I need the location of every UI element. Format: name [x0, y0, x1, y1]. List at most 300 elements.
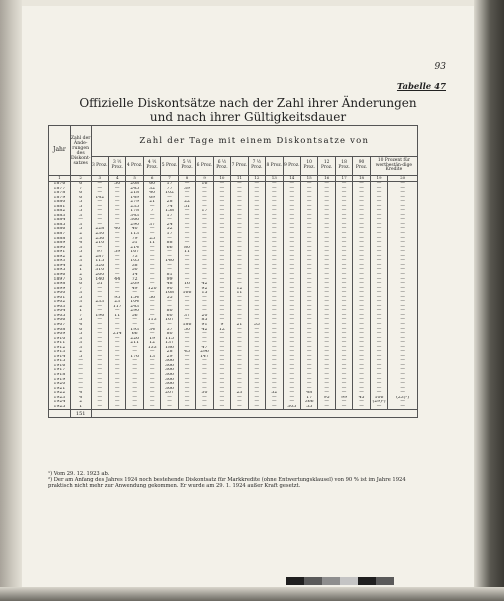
value-cell: — — [231, 232, 248, 237]
value-cell: — — [196, 227, 213, 232]
value-cell: 12 — [213, 328, 230, 333]
value-cell: — — [196, 364, 213, 369]
value-cell: — — [266, 328, 283, 333]
rate-header: 7 ½ Proz. — [248, 157, 265, 176]
value-cell: — — [318, 218, 335, 223]
value-cell: 193 — [126, 328, 143, 333]
value-cell: — — [213, 191, 230, 196]
value-cell: — — [283, 218, 300, 223]
value-cell: 99 — [335, 396, 352, 401]
value-cell: 105 — [126, 259, 143, 264]
value-cell: — — [126, 359, 143, 364]
value-cell: — — [91, 209, 108, 214]
value-cell: — — [283, 273, 300, 278]
value-cell: — — [143, 268, 160, 273]
value-cell: 208 — [126, 182, 143, 187]
value-cell: — — [266, 378, 283, 383]
value-cell: 97 — [91, 250, 108, 255]
discount-rate-table — [48, 125, 418, 418]
value-cell: — — [231, 350, 248, 355]
value-cell: — — [213, 300, 230, 305]
value-cell: — — [231, 214, 248, 219]
value-cell: 256 — [91, 237, 108, 242]
value-cell: — — [318, 273, 335, 278]
value-cell: — — [370, 296, 387, 301]
value-cell: — — [126, 350, 143, 355]
year-cell: 1886 — [49, 227, 71, 232]
value-cell: — — [248, 296, 265, 301]
value-cell: — — [353, 337, 370, 342]
value-cell: — — [353, 332, 370, 337]
value-cell: — — [318, 277, 335, 282]
value-cell: — — [388, 241, 418, 246]
value-cell: — — [266, 387, 283, 392]
value-cell: — — [196, 200, 213, 205]
value-cell: — — [300, 341, 317, 346]
value-cell: — — [370, 273, 387, 278]
value-cell: — — [370, 182, 387, 187]
value-cell: — — [300, 337, 317, 342]
value-cell: — — [161, 396, 178, 401]
value-cell: — — [318, 214, 335, 219]
value-cell: — — [248, 346, 265, 351]
value-cell: — — [388, 373, 418, 378]
value-cell: — — [143, 282, 160, 287]
value-cell: — — [300, 237, 317, 242]
value-cell: — — [196, 396, 213, 401]
value-cell: 211 — [126, 341, 143, 346]
year-cell: 1878 — [49, 191, 71, 196]
value-cell: 17 — [300, 396, 317, 401]
value-cell: — — [126, 323, 143, 328]
value-cell: — — [335, 223, 352, 228]
value-cell: — — [283, 328, 300, 333]
value-cell: — — [231, 364, 248, 369]
value-cell: 40 — [108, 227, 125, 232]
value-cell: — — [178, 300, 195, 305]
year-cell: 1880 — [49, 200, 71, 205]
value-cell: — — [266, 223, 283, 228]
table-body — [49, 182, 418, 418]
value-cell: — — [213, 309, 230, 314]
value-cell: — — [300, 187, 317, 192]
value-cell: — — [300, 268, 317, 273]
value-cell: 3 — [70, 223, 91, 228]
value-cell: — — [70, 218, 91, 223]
rate-header: 12 Proz. — [318, 157, 335, 176]
value-cell: — — [126, 405, 143, 410]
page-title-line-1: Offizielle Diskontsätze nach der Zahl ihrer Änderungen — [79, 96, 417, 110]
value-cell: — — [335, 314, 352, 319]
value-cell: — — [231, 346, 248, 351]
value-cell: — — [70, 378, 91, 383]
book-page — [22, 6, 474, 591]
value-cell: — — [266, 355, 283, 360]
value-cell: — — [266, 300, 283, 305]
value-cell: — — [300, 241, 317, 246]
value-cell: — — [161, 268, 178, 273]
value-cell: — — [231, 196, 248, 201]
value-cell: — — [388, 341, 418, 346]
value-cell: — — [143, 218, 160, 223]
value-cell: 366 — [161, 359, 178, 364]
value-cell: — — [126, 382, 143, 387]
value-cell: 50 — [108, 182, 125, 187]
value-cell: — — [213, 391, 230, 396]
value-cell: — — [108, 359, 125, 364]
value-cell: — — [196, 259, 213, 264]
value-cell: — — [266, 182, 283, 187]
value-cell: 245 — [126, 187, 143, 192]
value-cell: — — [248, 209, 265, 214]
value-cell: 7 — [143, 209, 160, 214]
value-cell: — — [335, 227, 352, 232]
value-cell: — — [178, 241, 195, 246]
value-cell: — — [300, 205, 317, 210]
value-cell: — — [283, 191, 300, 196]
value-cell: — — [91, 287, 108, 292]
value-cell: — — [143, 309, 160, 314]
rate-header: 4 Proz. — [126, 157, 143, 176]
value-cell: — — [213, 373, 230, 378]
value-cell: — — [266, 396, 283, 401]
value-cell: — — [248, 328, 265, 333]
value-cell: — — [248, 364, 265, 369]
value-cell: — — [283, 368, 300, 373]
value-cell: — — [283, 291, 300, 296]
value-cell: 81 — [161, 273, 178, 278]
value-cell: 11 — [108, 314, 125, 319]
value-cell: — — [370, 300, 387, 305]
value-cell: — — [300, 255, 317, 260]
value-cell: — — [143, 350, 160, 355]
value-cell: — — [388, 318, 418, 323]
value-cell: — — [161, 196, 178, 201]
value-cell: — — [108, 368, 125, 373]
value-cell: 52 — [161, 227, 178, 232]
value-cell: — — [388, 214, 418, 219]
value-cell: — — [335, 237, 352, 242]
year-cell: 1919 — [49, 378, 71, 383]
value-cell: — — [388, 291, 418, 296]
value-cell: — — [213, 268, 230, 273]
value-cell: — — [248, 232, 265, 237]
value-cell: — — [388, 196, 418, 201]
value-cell: — — [231, 200, 248, 205]
column-index-cell: 2 — [70, 176, 91, 182]
value-cell: — — [248, 277, 265, 282]
value-cell: — — [178, 337, 195, 342]
value-cell: — — [283, 396, 300, 401]
value-cell: 6 — [70, 282, 91, 287]
value-cell: — — [335, 309, 352, 314]
value-cell: — — [248, 300, 265, 305]
value-cell: — — [353, 264, 370, 269]
value-cell: 21 — [231, 323, 248, 328]
value-cell: 30 — [196, 391, 213, 396]
value-cell: 24 — [161, 223, 178, 228]
year-cell: 1921 — [49, 387, 71, 392]
value-cell: — — [353, 346, 370, 351]
value-cell: 51 — [126, 241, 143, 246]
value-cell: — — [335, 355, 352, 360]
value-cell: — — [91, 341, 108, 346]
year-cell: 1903 — [49, 305, 71, 310]
value-cell: — — [353, 400, 370, 405]
value-cell: 210 — [91, 241, 108, 246]
value-cell: — — [335, 246, 352, 251]
value-cell: — — [388, 359, 418, 364]
value-cell: — — [143, 364, 160, 369]
value-cell: 214 — [108, 332, 125, 337]
footer-empty-cell — [91, 410, 417, 418]
value-cell: — — [248, 227, 265, 232]
value-cell: — — [213, 350, 230, 355]
value-cell: — — [91, 200, 108, 205]
value-cell: 167 — [126, 250, 143, 255]
value-cell: — — [283, 255, 300, 260]
rate-header: 9 Proz. — [283, 157, 300, 176]
value-cell: — — [178, 227, 195, 232]
value-cell: — — [231, 218, 248, 223]
value-cell: 243 — [126, 305, 143, 310]
value-cell: — — [178, 364, 195, 369]
value-cell: — — [266, 273, 283, 278]
value-cell: — — [318, 328, 335, 333]
value-cell: — — [70, 359, 91, 364]
value-cell: — — [91, 355, 108, 360]
value-cell: 6 — [70, 182, 91, 187]
value-cell: — — [318, 200, 335, 205]
value-cell: — — [283, 318, 300, 323]
value-cell: — — [318, 337, 335, 342]
value-cell: 60 — [143, 182, 160, 187]
value-cell: — — [143, 323, 160, 328]
value-cell: — — [318, 241, 335, 246]
value-cell: — — [388, 250, 418, 255]
value-cell: 218 — [126, 191, 143, 196]
value-cell: 279 — [126, 200, 143, 205]
value-cell: — — [388, 309, 418, 314]
scan-bottom-margin — [0, 587, 504, 601]
column-index-cell: 19 — [370, 176, 387, 182]
value-cell: — — [108, 191, 125, 196]
value-cell: 207 — [161, 391, 178, 396]
column-index-cell: 4 — [108, 176, 125, 182]
value-cell: — — [353, 309, 370, 314]
year-cell: 1914 — [49, 355, 71, 360]
value-cell: 366 — [161, 387, 178, 392]
value-cell: 166 — [178, 291, 195, 296]
rate-header: 10 Proz. — [300, 157, 317, 176]
value-cell: — — [196, 232, 213, 237]
value-cell: — — [108, 391, 125, 396]
value-cell: — — [178, 391, 195, 396]
value-cell: — — [196, 241, 213, 246]
value-cell: — — [108, 382, 125, 387]
value-cell: 45 — [178, 350, 195, 355]
value-cell: 149 — [126, 196, 143, 201]
value-cell: — — [143, 314, 160, 319]
value-cell: — — [196, 223, 213, 228]
value-cell: — — [283, 214, 300, 219]
value-cell: 167 — [161, 318, 178, 323]
rate-header: 4 ½ Proz. — [143, 157, 160, 176]
value-cell: — — [248, 332, 265, 337]
value-cell: 79 — [126, 237, 143, 242]
value-cell: — — [353, 273, 370, 278]
value-cell: — — [213, 246, 230, 251]
value-cell: — — [318, 341, 335, 346]
value-cell: — — [318, 237, 335, 242]
value-cell: — — [335, 300, 352, 305]
value-cell: — — [248, 191, 265, 196]
year-cell: 1876 — [49, 182, 71, 187]
value-cell: — — [126, 364, 143, 369]
value-cell: — — [283, 359, 300, 364]
value-cell: — — [231, 387, 248, 392]
value-cell: — — [370, 346, 387, 351]
value-cell: — — [300, 378, 317, 383]
value-cell: — — [196, 250, 213, 255]
value-cell: — — [178, 382, 195, 387]
year-cell: 1882 — [49, 209, 71, 214]
value-cell: — — [300, 200, 317, 205]
value-cell: — — [231, 300, 248, 305]
value-cell: — — [248, 223, 265, 228]
value-cell: 296 — [196, 350, 213, 355]
value-cell: — — [353, 268, 370, 273]
value-cell: 366 — [161, 373, 178, 378]
value-cell: — — [213, 296, 230, 301]
value-cell: — — [353, 318, 370, 323]
value-cell: — — [108, 350, 125, 355]
value-cell: — — [70, 382, 91, 387]
value-cell: — — [283, 227, 300, 232]
year-cell: 1892 — [49, 255, 71, 260]
value-cell: — — [370, 246, 387, 251]
value-cell: — — [231, 328, 248, 333]
column-index-cell: 11 — [231, 176, 248, 182]
value-cell: — — [353, 196, 370, 201]
value-cell: 4 — [70, 241, 91, 246]
value-cell: — — [196, 405, 213, 410]
value-cell: — — [318, 378, 335, 383]
value-cell: — — [231, 405, 248, 410]
value-cell: — — [213, 209, 230, 214]
value-cell: — — [266, 255, 283, 260]
value-cell: 233 — [91, 300, 108, 305]
value-cell: 7 — [70, 314, 91, 319]
value-cell: — — [248, 196, 265, 201]
value-cell: — — [126, 387, 143, 392]
value-cell: — — [388, 223, 418, 228]
value-cell: — — [370, 277, 387, 282]
value-cell: 214 — [126, 246, 143, 251]
value-cell: — — [266, 205, 283, 210]
value-cell: — — [266, 309, 283, 314]
value-cell: 72 — [126, 277, 143, 282]
value-cell: — — [108, 200, 125, 205]
value-cell: — — [231, 373, 248, 378]
value-cell: — — [388, 287, 418, 292]
value-cell: — — [318, 291, 335, 296]
value-cell: — — [213, 182, 230, 187]
value-cell: 2 — [70, 264, 91, 269]
value-cell: — — [178, 359, 195, 364]
value-cell: — — [318, 282, 335, 287]
value-cell: — — [213, 218, 230, 223]
value-cell: — — [248, 405, 265, 410]
value-cell: — — [231, 341, 248, 346]
year-cell: 1906 — [49, 318, 71, 323]
value-cell: 3 — [70, 259, 91, 264]
value-cell: 5 — [70, 332, 91, 337]
value-cell: — — [283, 387, 300, 392]
value-cell: 66 — [126, 332, 143, 337]
value-cell: — — [248, 309, 265, 314]
value-cell: — — [178, 400, 195, 405]
value-cell: — — [335, 205, 352, 210]
value-cell: 19 — [143, 337, 160, 342]
value-cell: — — [283, 268, 300, 273]
value-cell: — — [388, 182, 418, 187]
value-cell: — — [283, 241, 300, 246]
value-cell: 37 — [143, 223, 160, 228]
value-cell: — — [143, 205, 160, 210]
value-cell: 7 — [70, 187, 91, 192]
value-cell: 12 — [143, 341, 160, 346]
value-cell: — — [300, 223, 317, 228]
value-cell: 196 — [91, 314, 108, 319]
value-cell: — — [108, 405, 125, 410]
value-cell: — — [300, 259, 317, 264]
year-cell: 1895 — [49, 268, 71, 273]
value-cell: 290 — [126, 309, 143, 314]
value-cell: — — [353, 282, 370, 287]
value-cell: — — [266, 323, 283, 328]
value-cell: 42 — [196, 328, 213, 333]
value-cell: — — [353, 241, 370, 246]
value-cell: — — [91, 332, 108, 337]
value-cell: — — [318, 373, 335, 378]
value-cell: — — [353, 182, 370, 187]
book-edge-shadow — [474, 0, 504, 601]
value-cell: 287 — [91, 255, 108, 260]
value-cell: — — [108, 396, 125, 401]
value-cell: — — [335, 328, 352, 333]
value-cell: — — [300, 328, 317, 333]
value-cell: 228 — [91, 227, 108, 232]
value-cell: — — [178, 355, 195, 360]
year-cell: 1877 — [49, 187, 71, 192]
year-cell: 1894 — [49, 264, 71, 269]
value-cell: — — [335, 350, 352, 355]
value-cell: — — [300, 296, 317, 301]
value-cell: — — [231, 241, 248, 246]
value-cell: — — [213, 227, 230, 232]
table-footer-row — [49, 410, 418, 418]
value-cell: 3 — [70, 237, 91, 242]
value-cell: — — [178, 218, 195, 223]
value-cell: 178 — [126, 209, 143, 214]
value-cell: — — [318, 296, 335, 301]
value-cell: — — [283, 309, 300, 314]
year-cell: 1881 — [49, 205, 71, 210]
value-cell: — — [108, 268, 125, 273]
value-cell: — — [370, 323, 387, 328]
value-cell: — — [248, 291, 265, 296]
